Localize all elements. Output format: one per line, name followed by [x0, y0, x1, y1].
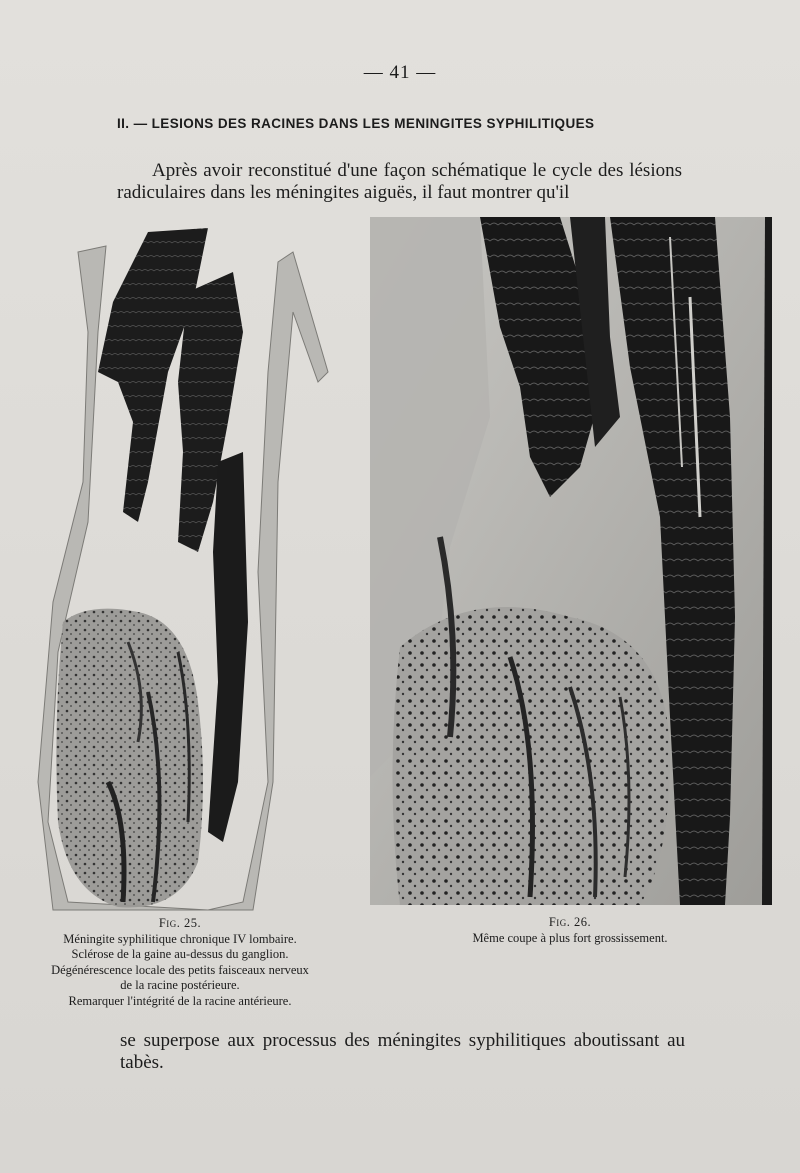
bottom-paragraph: se superpose aux processus des méningites syphilitiques aboutissant au tabès.: [120, 1030, 685, 1073]
figure-25-micrograph: [28, 222, 348, 912]
figure-26-image: [370, 217, 772, 905]
intro-paragraph: Après avoir reconstitué d'une façon schématique le cycle des lésions radiculaires dans les méningites aiguës, il faut montrer qu'il: [117, 160, 682, 203]
figure-25-image: [28, 222, 348, 912]
figure-25-label: Fig. 25.: [158, 916, 202, 930]
section-heading: II. — LESIONS DES RACINES DANS LES MENINGITES SYPHILITIQUES: [117, 116, 595, 131]
figure-26-label: Fig. 26.: [548, 915, 592, 929]
figure-25-caption-line: Sclérose de la gaine au-dessus du ganglion.: [71, 947, 289, 961]
figure-25-caption-line: Remarquer l'intégrité de la racine antérieure.: [68, 993, 292, 1008]
page-number: — 41 —: [363, 62, 437, 83]
figure-26-caption: [400, 915, 740, 946]
figure-25-caption-line: Méningite syphilitique chronique IV lombaire.: [63, 931, 297, 946]
figure-26-caption-line: Même coupe à plus fort grossissement.: [472, 930, 668, 945]
figure-25-caption-line: Dégénérescence locale des petits faisceaux nerveux: [51, 962, 309, 977]
figure-25-caption: [20, 916, 340, 1009]
figure-25-caption-line: de la racine postérieure.: [120, 978, 240, 992]
figure-26-micrograph: [370, 217, 772, 905]
